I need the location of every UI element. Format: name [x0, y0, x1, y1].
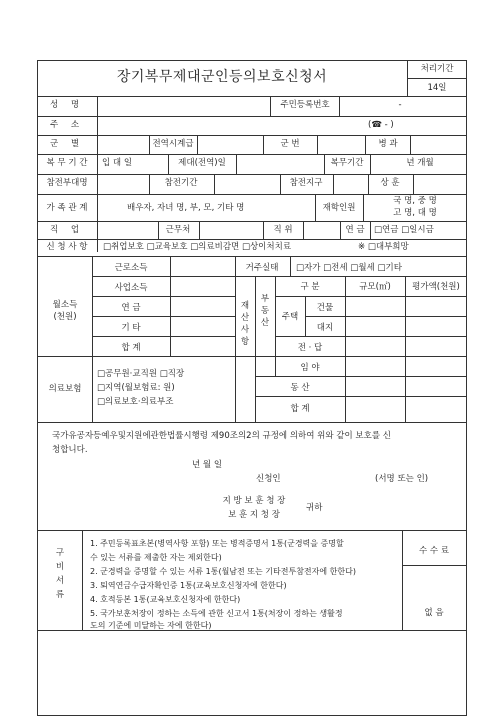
income-total: 합 계: [121, 343, 141, 353]
divider: [270, 96, 271, 116]
housing-options: □자가 □전세 □월세 □기타: [296, 263, 402, 273]
divider: [315, 194, 316, 221]
divider: [235, 256, 236, 422]
divider: [255, 276, 256, 422]
address-label: 주 소: [49, 120, 85, 130]
real-estate-label: 부 동 산: [260, 294, 270, 328]
divider: [368, 174, 369, 194]
divider: [370, 221, 371, 239]
divider: [255, 396, 467, 397]
form-title: 장기복무제대군인등의보호신청서: [116, 69, 328, 85]
divider: [37, 356, 235, 357]
fee-label: 수 수 료: [418, 546, 450, 556]
divider: [197, 135, 198, 154]
divider: [158, 221, 159, 239]
divider: [170, 256, 171, 356]
divider: [263, 135, 264, 154]
insurance-label: 의료보험: [48, 384, 82, 394]
loan-request-option: ※ □대부희망: [358, 242, 409, 252]
school-count-label: 재학인원: [322, 203, 356, 213]
divider: [37, 239, 467, 240]
income-item: 사업소득: [114, 283, 148, 293]
forest-label: 임 야: [300, 363, 320, 373]
military-branch-label: 군 별: [49, 139, 85, 149]
pension-options: □연금 □일시금: [374, 225, 434, 235]
school-line-2: 고 명, 대 명: [393, 208, 437, 218]
pension-label: 연 금: [345, 225, 365, 235]
fee-value: 없 음: [424, 608, 444, 618]
signature-note: (서명 또는 인): [375, 474, 429, 484]
divider: [275, 336, 467, 337]
divider: [255, 376, 467, 377]
workplace-label: 근무처: [165, 225, 191, 235]
building-label: 건물: [316, 303, 334, 313]
divider: [92, 256, 93, 422]
divider: [92, 296, 235, 297]
phone-field: (☎ - ): [368, 120, 394, 130]
divider: [280, 174, 281, 194]
combat-area-label: 참전지구: [289, 178, 323, 188]
divider: [402, 530, 403, 630]
divider: [317, 135, 318, 154]
document-item: 수 있는 서류를 제출한 자는 제외한다): [90, 553, 222, 562]
divider: [324, 154, 325, 174]
combat-unit-label: 참전부대명: [46, 178, 88, 188]
years-months-text: 년 개월: [406, 158, 434, 168]
assets-label-1: 재 산 사 항: [240, 301, 250, 347]
declaration-line-2: 청합니다.: [52, 445, 88, 455]
divider: [290, 256, 291, 276]
divider: [275, 276, 276, 376]
document-item: 도의 기준에 미달하는 자에 한한다): [90, 621, 212, 630]
divider: [333, 174, 334, 194]
document-item: 3. 퇴역연금수급자확인증 1통(교육보호신청자에 한한다): [90, 581, 287, 590]
divider: [92, 316, 235, 317]
divider: [37, 96, 467, 97]
school-line-1: 국 명, 중 명: [393, 196, 437, 206]
divider: [275, 296, 467, 297]
divider: [37, 256, 467, 257]
type-header: 구 분: [300, 282, 320, 292]
divider: [37, 174, 467, 175]
divider: [370, 154, 371, 174]
divider: [37, 221, 467, 222]
divider: [413, 174, 414, 194]
date-field: 년 월 일: [192, 460, 223, 470]
income-item: 근로소득: [114, 263, 148, 273]
divider: [92, 276, 235, 277]
family-label: 가 족 관 계: [46, 203, 88, 213]
discharge-date-label: 제대(전역)일: [178, 158, 226, 168]
monthly-income-unit: (천원): [53, 312, 77, 322]
rrn-dash: -: [398, 100, 402, 110]
document-item: 2. 군경력을 증명할 수 있는 서류 1통(월남전 또는 기타전투참전자에 한한다): [90, 567, 356, 576]
field-label: 전 · 답: [297, 343, 323, 353]
divider: [410, 135, 411, 154]
size-header: 규모(㎡): [359, 282, 391, 292]
assets-total-label: 합 계: [290, 404, 310, 414]
service-number-label: 군 번: [280, 139, 300, 149]
decoration-label: 상 훈: [380, 178, 400, 188]
land-label: 대지: [316, 323, 334, 333]
office-line-1: 지 방 보 훈 청 장: [222, 496, 286, 506]
divider: [263, 221, 264, 239]
office-line-2: 보 훈 지 청 장: [228, 510, 280, 520]
rrn-label: 주민등록번호: [280, 100, 330, 110]
insurance-option: □의료보호·의료부조: [97, 397, 174, 407]
request-label: 신 청 사 항: [46, 242, 88, 252]
divider: [363, 194, 364, 221]
declaration-line-1: 국가유공자등예우및지원에관한법률시행령 제90조의2의 규정에 의하여 위와 같이 보호를 신: [52, 431, 391, 441]
divider: [82, 530, 83, 630]
processing-period-label: 처리기간: [420, 64, 454, 74]
divider: [405, 276, 406, 422]
request-options: □취업보호 □교육보호 □의료비감면 □상이처치료: [103, 242, 292, 252]
job-label: 직 업: [49, 225, 85, 235]
house-label: 주택: [281, 312, 299, 322]
divider: [339, 96, 340, 116]
divider: [305, 316, 467, 317]
divider: [407, 78, 467, 79]
divider: [235, 276, 467, 277]
applicant-label: 신청인: [256, 474, 281, 484]
insurance-option: □공무원·교직원 □직장: [97, 369, 185, 379]
document-item: 1. 주민등록표초본(병역사항 포함) 또는 병적증명서 1통(군경력을 증명할: [90, 539, 344, 548]
divider: [214, 174, 215, 194]
service-period-label: 복 무 기 간: [46, 158, 88, 168]
movable-property-label: 동 산: [290, 383, 310, 393]
combat-period-label: 참전기간: [164, 178, 198, 188]
document-item: 4. 호적등본 1통(교육보호신청자에 한한다): [90, 595, 241, 604]
document-item: 5. 국가보훈처장이 정하는 소득에 관한 신고서 1통(처장이 정하는 생활정: [90, 609, 343, 618]
discharge-rank-label: 전역시계급: [152, 139, 194, 149]
divider: [235, 356, 467, 357]
enlist-date-label: 입 대 일: [102, 158, 133, 168]
recipient-suffix: 귀하: [306, 503, 323, 513]
divider: [402, 565, 467, 566]
divider: [149, 174, 150, 194]
divider: [303, 221, 304, 239]
divider: [340, 221, 341, 239]
divider: [149, 135, 150, 154]
divider: [37, 135, 467, 136]
divider: [37, 630, 467, 631]
insurance-option: □지역(월보험료: 원): [97, 383, 175, 393]
divider: [37, 194, 467, 195]
divider: [345, 276, 346, 422]
monthly-income-label: 월소득: [52, 300, 78, 310]
service-years-label: 복무기간: [330, 158, 364, 168]
divider: [168, 154, 169, 174]
divider: [236, 154, 237, 174]
housing-status-label: 거주실태: [245, 263, 279, 273]
position-label: 직 위: [273, 225, 293, 235]
divider: [365, 135, 366, 154]
divider: [37, 116, 467, 117]
income-item: 연 금: [121, 303, 141, 313]
name-label: 성 명: [49, 100, 85, 110]
income-item: 기 타: [121, 323, 141, 333]
family-text: 배우자, 자녀 명, 부, 모, 기타 명: [127, 203, 245, 213]
value-header: 평가액(천원): [412, 282, 460, 292]
divider: [37, 154, 467, 155]
documents-label: 구 비 서 류: [55, 548, 65, 600]
divider: [37, 422, 467, 423]
divider: [199, 221, 200, 239]
branch-label: 병 과: [378, 139, 398, 149]
divider: [92, 336, 235, 337]
processing-period-value: 14일: [427, 83, 447, 93]
